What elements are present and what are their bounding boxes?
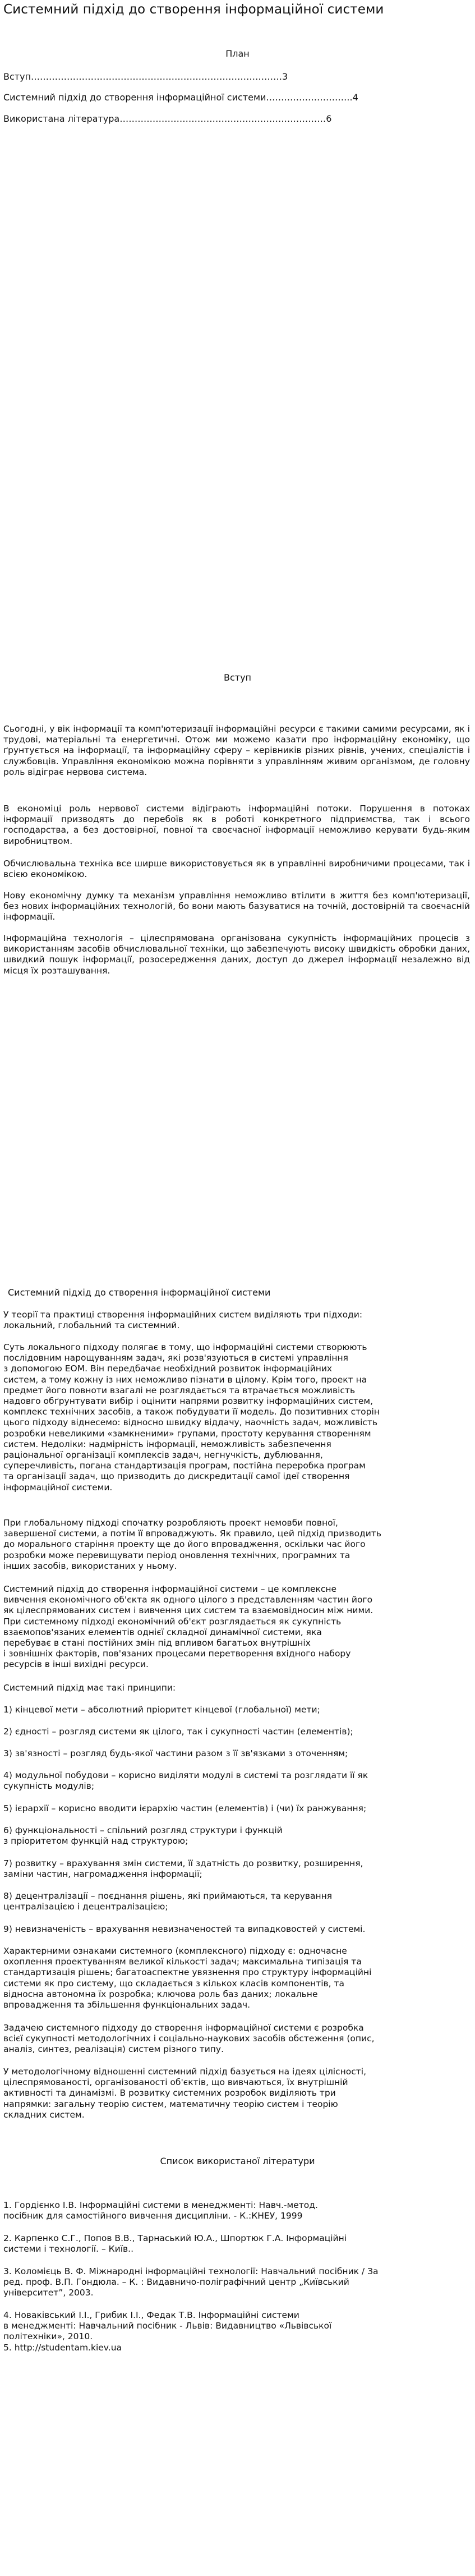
principle-4: 4) модульної побудови – корисно виділяти модулі в системі та розглядати її як сукупність модулів; (3, 1770, 368, 1792)
intro-paragraph-1: Сьогодні, у вік інформації та комп'ютеризації інформаційні ресурси є такими самими ресурсами, як і трудові, матеріальні та енергетичні. Отож ми можемо казати про інформаційну економіку, що ґрунтується на інформації, та інформаційну сферу – керівників різних рівнів, учених, спеціалістів і службовців. Управління економікою можна порівняти з управлінням живим організмом, де головну роль відіграє нервова система. (3, 724, 470, 777)
section-paragraph-local: Суть локального підходу полягає в тому, що інформаційні системи створюють послідовним нарощуванням задач, які розв'язуються в системі управління з допомогою ЕОМ. Він передбачає необхідний розвиток інформаційних систем, а тому кожну із них неможливо пізнати в цілому. Крім того, проект на предмет його повноти взагалі не розглядається та втрачається можливість надовго обґрунтувати вибір і оцінити напрями розвитку інформаційних систем, комплекс технічних засобів, а також побудувати її модель. До позитивних сторін цього підходу віднесемо: відносно швидку віддачу, наочність задач, можливість розробки невеликими «замкненими» групами, простоту керування створенням систем. Недоліки: надмірність інформації, неможливість забезпечення раціональної організації комплексів задач, негнучкість, дублювання, суперечливість, погана стандартизація програм, постійна переробка програм та організації задач, що призводить до дискредитації самої ідеї створення інформаційної системи. (3, 1342, 380, 1493)
toc-item-intro: Вступ…………………………………………………………………………3 (3, 71, 288, 82)
reference-item-4: 4. Новаківський І.І., Грибик І.І., Федак Т.В. Інформаційні системи в менеджменті: Навчальний посібник - Львів: Видавництво «Львівської політехніки», 2010. (3, 2310, 332, 2342)
toc-item-references: Використана література……………………………………………………………6 (3, 113, 332, 124)
section-paragraph-systemic: Системний підхід до створення інформаційної системи – це комплексне вивчення економічного об'єкта як одного цілого з представленням частин його як цілеспрямованих систем і вивчення цих систем та взаємовідносин між ними. При системному підході економічний об'єкт розглядається як сукупність взаємопов'язаних елементів однієї складної динамічної системи, яка перебуває в стані постійних змін під впливом багатьох внутрішніх і зовнішніх факторів, пов'язаних процесами перетворення вхідного набору ресурсів в інші вихідні ресурси. (3, 1584, 373, 1670)
section-paragraph-methodology: У методологічному відношенні системний підхід базується на ідеях цілісності, цілеспрямованості, організованості об'єктів, що вивчаються, їх внутрішній активності та динамізмі. В розвитку системних розробок виділяють три напрямки: загальну теорію систем, математичну теорію систем і теорію складних систем. (3, 2067, 367, 2120)
document-title: Системний підхід до створення інформаційної системи (3, 2, 384, 17)
principles-intro: Системний підхід має такі принципи: (3, 1683, 176, 1693)
section-paragraph-global: При глобальному підході спочатку розробляють проект немовби повної, завершеної системи, а потім її впроваджують. Як правило, цей підхід призводить до морального старіння проекту ще до його впровадження, оскільки час його розробки може перевищувати період оновлення технічних, програмних та інших засобів, використаних у ньому. (3, 1518, 382, 1571)
section-heading: Системний підхід до створення інформаційної системи (8, 1287, 271, 1298)
intro-heading: Вступ (223, 672, 252, 683)
principle-7: 7) розвитку – врахування змін системи, її здатність до розвитку, розширення, заміни частин, нагромадження інформації; (3, 1858, 363, 1880)
principle-3: 3) зв'язності – розгляд будь-якої частини разом з її зв'язками з оточенням; (3, 1748, 348, 1758)
intro-paragraph-2: В економіці роль нервової системи відіграють інформаційні потоки. Порушення в потоках інформації призводять до перебоїв як в роботі конкретного підприємства, так і всього господарства, а без достовірної, повної та своєчасної інформації неможливо керувати будь-яким виробництвом. (3, 803, 470, 846)
reference-item-2: 2. Карпенко С.Г., Попов В.В., Тарнаський Ю.А., Шпортюк Г.А. Інформаційні системи і технології. – Київ.. (3, 2233, 347, 2254)
principle-1: 1) кінцевої мети – абсолютний пріоритет кінцевої (глобальної) мети; (3, 1705, 320, 1715)
intro-paragraph-3: Обчислювальна техніка все ширше використовується як в управлінні виробничими процесами, так і всією економікою. (3, 858, 470, 880)
principle-5: 5) ієрархії – корисно вводити ієрархію частин (елементів) і (чи) їх ранжування; (3, 1803, 367, 1813)
section-paragraph-features: Характерними ознаками системного (комплексного) підходу є: одночасне охоплення проектуванням великої кількості задач; максимальна типізація та стандартизація рішень; багатоаспектне увязнення про структуру інформаційні системи як про систему, що складається з кількох класів компонентів, та відносна автономна їх розробка; ключова роль баз даних; локальне впровадження та збільшення функціональних задач. (3, 1946, 372, 2010)
plan-heading: План (225, 48, 250, 59)
principle-6: 6) функціональності – спільний розгляд структури і функцій з пріоритетом функцій над структурою; (3, 1825, 283, 1847)
reference-item-5: 5. http://studentam.kiev.ua (3, 2343, 122, 2353)
reference-item-3: 3. Коломієць В. Ф. Міжнародні інформаційні технології: Навчальний посібник / За ред. проф. В.П. Гондюла. – К. : Видавничо-поліграфічний центр „Київський університет”, 2003. (3, 2266, 379, 2298)
section-paragraph-task: Задачею системного підходу до створення інформаційної системи є розробка всієї сукупності методологічних і соціально-наукових засобів обстеження (опис, аналіз, синтез, реалізація) систем різного типу. (3, 2023, 375, 2055)
principle-9: 9) невизначеність – врахування невизначеностей та випадковостей у системі. (3, 1924, 366, 1934)
principle-8: 8) децентралізації – поєднання рішень, які приймаються, та керування централізацією і децентралізацією; (3, 1891, 333, 1912)
reference-item-1: 1. Гордієнко І.В. Інформаційні системи в менеджменті: Навч.-метод. посібник для самостійного вивчення дисципліни. - К.:КНЕУ, 1999 (3, 2200, 318, 2221)
toc-item-section: Системний підхід до створення інформаційної системи………………………..4 (3, 92, 358, 103)
intro-paragraph-5: Інформаційна технологія – цілеспрямована організована сукупність інформаційних процесів з використанням засобів обчислювальної техніки, що забезпечують високу швидкість обробки даних, швидкий пошук інформації, розосередження даних, доступ до джерел інформації незалежно від місця їх розташування. (3, 933, 470, 976)
intro-paragraph-4: Нову економічну думку та механізм управління неможливо втілити в життя без комп'ютеризації, без нових інформаційних технологій, бо вони мають базуватися на точній, достовірній та своєчасній інформації. (3, 890, 470, 922)
references-heading: Список використаної літератури (160, 2156, 315, 2166)
section-paragraph-approaches: У теорії та практиці створення інформаційних систем виділяють три підходи: локальний, глобальний та системний. (3, 1310, 363, 1331)
principle-2: 2) єдності – розгляд системи як цілого, так і сукупності частин (елементів); (3, 1726, 353, 1737)
